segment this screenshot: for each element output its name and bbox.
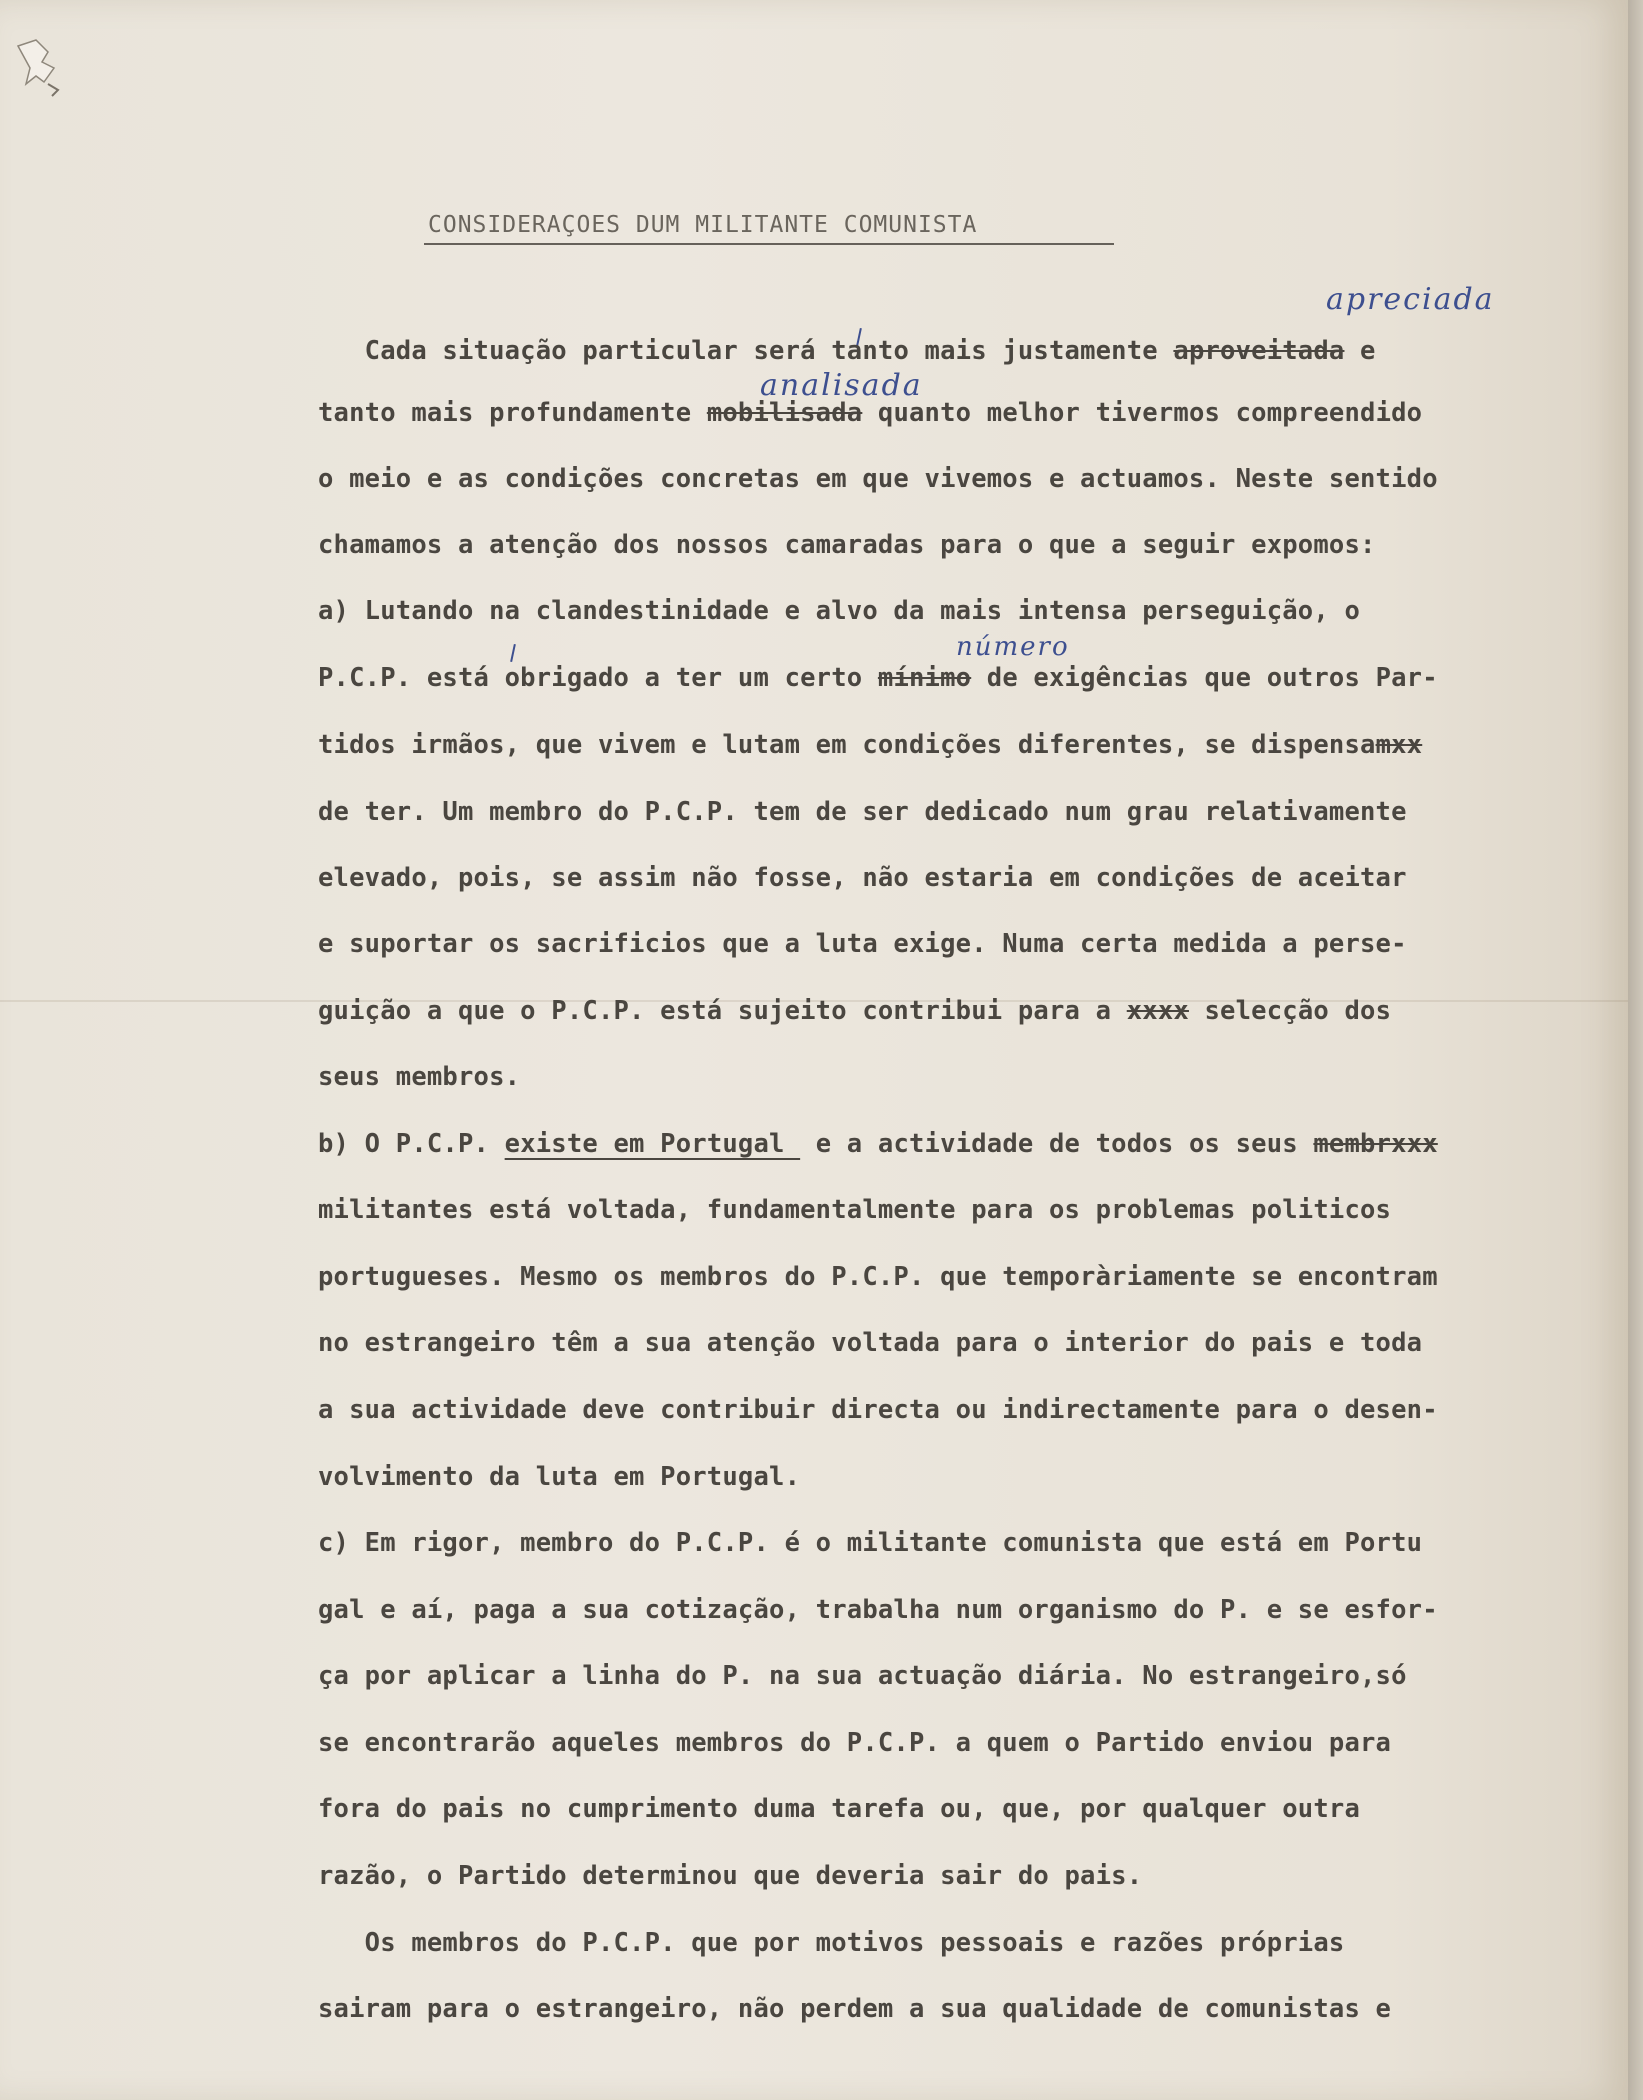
text-line: Cada situação particular será tanto mais justamente aproveitada e: [318, 336, 1376, 366]
text-line: b) O P.C.P. existe em Portugal e a actividade de todos os seus membrxxx: [318, 1129, 1438, 1159]
text-line: Os membros do P.C.P. que por motivos pessoais e razões próprias: [318, 1928, 1345, 1958]
text-line: o meio e as condições concretas em que vivemos e actuamos. Neste sentido: [318, 464, 1438, 494]
text-line: razão, o Partido determinou que deveria sair do pais.: [318, 1861, 1143, 1891]
text-line: no estrangeiro têm a sua atenção voltada para o interior do pais e toda: [318, 1328, 1423, 1358]
text-line: elevado, pois, se assim não fosse, não estaria em condições de aceitar: [318, 863, 1407, 893]
text-line: P.C.P. está obrigado a ter um certo mínimo de exigências que outros Par-: [318, 663, 1438, 693]
annotation-analisada: analisada: [760, 368, 923, 403]
text-line: tidos irmãos, que vivem e lutam em condições diferentes, se dispensamxx: [318, 730, 1423, 760]
document-title: CONSIDERAÇOES DUM MILITANTE COMUNISTA: [428, 212, 978, 238]
struck-word: mobilisada: [706, 398, 863, 428]
text-line: de ter. Um membro do P.C.P. tem de ser dedicado num grau relativamente: [318, 797, 1407, 827]
text-line: portugueses. Mesmo os membros do P.C.P. que temporàriamente se encontram: [318, 1262, 1438, 1292]
text-line: fora do pais no cumprimento duma tarefa ou, que, por qualquer outra: [318, 1794, 1361, 1824]
underlined-phrase: existe em Portugal: [504, 1129, 801, 1159]
text-line: seus membros.: [318, 1062, 521, 1092]
text-line: e suportar os sacrificios que a luta exige. Numa certa medida a perse-: [318, 929, 1407, 959]
text-line: chamamos a atenção dos nossos camaradas para o que a seguir expomos:: [318, 530, 1376, 560]
struck-word: aproveitada: [1173, 336, 1345, 366]
page-edge: [1628, 0, 1643, 2100]
text-line: a sua actividade deve contribuir directa ou indirectamente para o desen-: [318, 1395, 1438, 1425]
struck-word: xxxx: [1126, 996, 1189, 1026]
text-line: tanto mais profundamente mobilisada quanto melhor tivermos compreendido: [318, 398, 1423, 428]
text-line: se encontrarão aqueles membros do P.C.P. a quem o Partido enviou para: [318, 1728, 1392, 1758]
annotation-numero: número: [956, 632, 1070, 662]
torn-corner-mark: [14, 38, 84, 98]
text-line: c) Em rigor, membro do P.C.P. é o militante comunista que está em Portu: [318, 1528, 1423, 1558]
title-underline: [424, 243, 1114, 245]
text-line: ça por aplicar a linha do P. na sua actuação diária. No estrangeiro,só: [318, 1661, 1407, 1691]
struck-word: membrxxx: [1313, 1129, 1438, 1159]
text-line: gal e aí, paga a sua cotização, trabalha num organismo do P. e se esfor-: [318, 1595, 1438, 1625]
text-line: sairam para o estrangeiro, não perdem a sua qualidade de comunistas e: [318, 1994, 1392, 2024]
text-line: militantes está voltada, fundamentalmente para os problemas politicos: [318, 1195, 1392, 1225]
text-line: guição a que o P.C.P. está sujeito contribui para a xxxx selecção dos: [318, 996, 1392, 1026]
accent-mark: [510, 644, 516, 662]
struck-word: mínimo: [877, 663, 972, 693]
annotation-apreciada: apreciada: [1326, 282, 1495, 317]
text-line: volvimento da luta em Portugal.: [318, 1462, 801, 1492]
struck-word: mxx: [1375, 730, 1423, 760]
text-line: a) Lutando na clandestinidade e alvo da mais intensa perseguição, o: [318, 596, 1361, 626]
